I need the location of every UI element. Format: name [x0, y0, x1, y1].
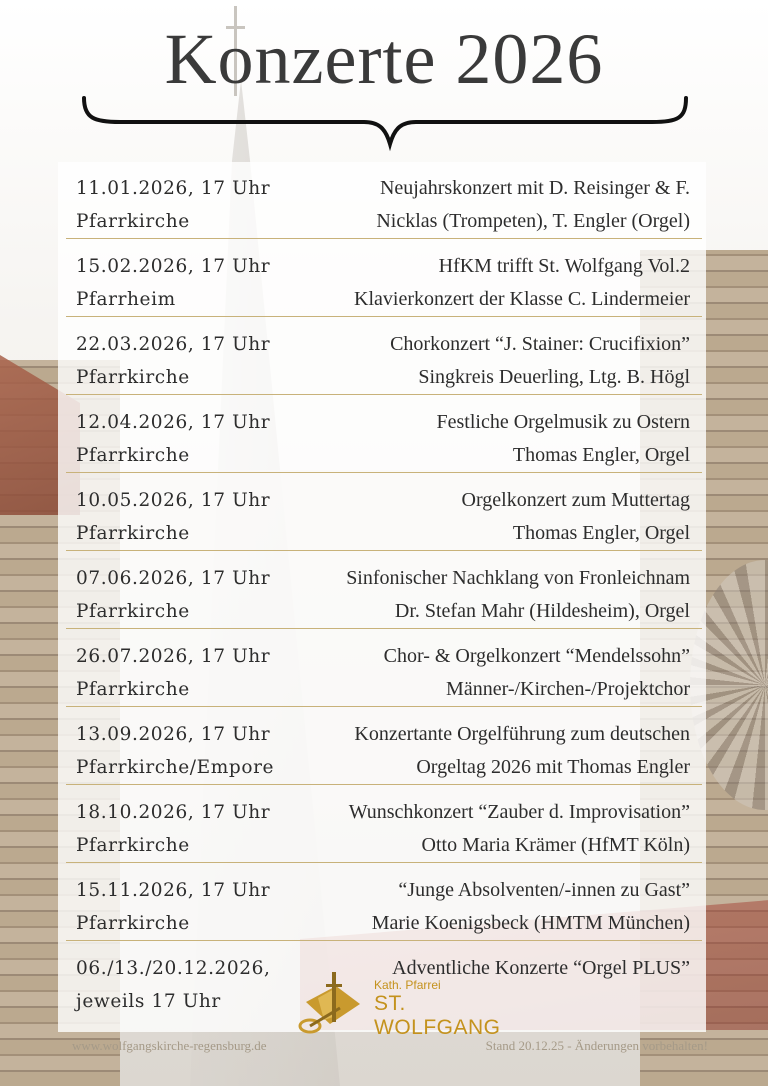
event-description: [462, 484, 702, 550]
event-description: [354, 250, 702, 316]
website-link[interactable]: www.wolfgangskirche-regensburg.de: [72, 1038, 267, 1053]
list-item: [66, 792, 702, 863]
event-date: 12.04.2026, 17 Uhr: [76, 412, 271, 433]
event-description: [346, 562, 702, 628]
event-performers: Dr. Stefan Mahr (Hildesheim), Orgel: [394, 600, 690, 622]
event-title: Adventliche Konzerte “Orgel PLUS”: [392, 957, 690, 979]
event-place: Pfarrkirche: [76, 601, 190, 622]
event-performers: Otto Maria Krämer (HfMT Köln): [421, 834, 690, 856]
event-performers: Thomas Engler, Orgel: [512, 444, 690, 466]
list-item: [66, 480, 702, 551]
event-when-where: [66, 484, 270, 550]
event-title: HfKM trifft St. Wolfgang Vol.2: [438, 255, 690, 277]
event-place: Pfarrkirche: [76, 835, 190, 856]
event-when-where: [66, 172, 270, 238]
event-date: 22.03.2026, 17 Uhr: [76, 334, 271, 355]
event-description: [390, 328, 702, 394]
event-description: [376, 172, 702, 238]
wolfgang-logo-icon: [296, 968, 370, 1038]
event-title: Chorkonzert “J. Stainer: Crucifixion”: [390, 333, 690, 355]
list-item: [66, 402, 702, 473]
event-when-where: [66, 562, 270, 628]
event-performers: Thomas Engler, Orgel: [512, 522, 690, 544]
page-title: Konzerte 2026: [164, 19, 604, 99]
logo-subtitle: Kath. Pfarrei: [374, 978, 441, 992]
event-description: [384, 640, 702, 706]
event-description: [349, 796, 702, 862]
list-item: [66, 714, 702, 785]
event-performers: Marie Koenigsbeck (HMTM München): [371, 912, 690, 934]
event-place: jeweils 17 Uhr: [76, 991, 221, 1012]
event-description: [354, 718, 702, 784]
event-title: Wunschkonzert “Zauber d. Improvisation”: [348, 801, 690, 823]
event-title: Sinfonischer Nachklang von Fronleichnam: [346, 567, 690, 589]
event-title: Konzertante Orgelführung zum deutschen: [354, 723, 690, 745]
event-performers: Singkreis Deuerling, Ltg. B. Högl: [418, 366, 690, 388]
event-date: 26.07.2026, 17 Uhr: [76, 646, 271, 667]
event-place: Pfarrkirche: [76, 679, 190, 700]
event-place: Pfarrkirche/Empore: [76, 757, 275, 778]
event-place: Pfarrkirche: [76, 211, 190, 232]
event-when-where: [66, 250, 270, 316]
event-place: Pfarrkirche: [76, 445, 190, 466]
event-when-where: [66, 406, 270, 472]
event-description: [372, 874, 702, 940]
event-performers: Männer-/Kirchen-/Projektchor: [446, 678, 690, 700]
list-item: [66, 168, 702, 239]
event-title: Orgelkonzert zum Muttertag: [461, 489, 690, 511]
status-note: Stand 20.12.25 - Änderungen vorbehalten!: [485, 1038, 708, 1053]
list-item: [66, 558, 702, 629]
event-title: Chor- & Orgelkonzert “Mendelssohn”: [383, 645, 690, 667]
list-item: [66, 246, 702, 317]
event-performers: Klavierkonzert der Klasse C. Lindermeier: [354, 288, 690, 310]
event-title: “Junge Absolventen/-innen zu Gast”: [398, 879, 690, 901]
event-date: 07.06.2026, 17 Uhr: [76, 568, 271, 589]
event-when-where: [66, 796, 270, 862]
event-date: 13.09.2026, 17 Uhr: [76, 724, 271, 745]
event-date: 15.02.2026, 17 Uhr: [76, 256, 271, 277]
curly-brace-icon: [80, 92, 692, 152]
logo-title: ST. WOLFGANG: [374, 992, 501, 1039]
event-when-where: [66, 718, 274, 784]
event-performers: Nicklas (Trompeten), T. Engler (Orgel): [376, 210, 690, 232]
list-item: [66, 870, 702, 941]
event-title: Festliche Orgelmusik zu Ostern: [436, 411, 690, 433]
event-place: Pfarrkirche: [76, 367, 190, 388]
event-place: Pfarrkirche: [76, 523, 190, 544]
list-item: [66, 636, 702, 707]
parish-logo: [296, 968, 536, 1038]
event-performers: Orgeltag 2026 mit Thomas Engler: [416, 756, 690, 778]
event-description: [437, 406, 702, 472]
event-date: 10.05.2026, 17 Uhr: [76, 490, 271, 511]
event-date: 18.10.2026, 17 Uhr: [76, 802, 271, 823]
event-when-where: [66, 640, 270, 706]
event-when-where: [66, 328, 270, 394]
event-title: Neujahrskonzert mit D. Reisinger & F.: [379, 177, 690, 199]
event-date: 06./13./20.12.2026,: [76, 958, 271, 979]
event-place: Pfarrkirche: [76, 913, 190, 934]
event-when-where: [66, 874, 270, 940]
event-date: 11.01.2026, 17 Uhr: [76, 178, 271, 199]
concert-list: [66, 168, 702, 1018]
list-item: [66, 324, 702, 395]
event-date: 15.11.2026, 17 Uhr: [76, 880, 271, 901]
event-place: Pfarrheim: [76, 289, 176, 310]
event-when-where: [66, 952, 271, 1018]
